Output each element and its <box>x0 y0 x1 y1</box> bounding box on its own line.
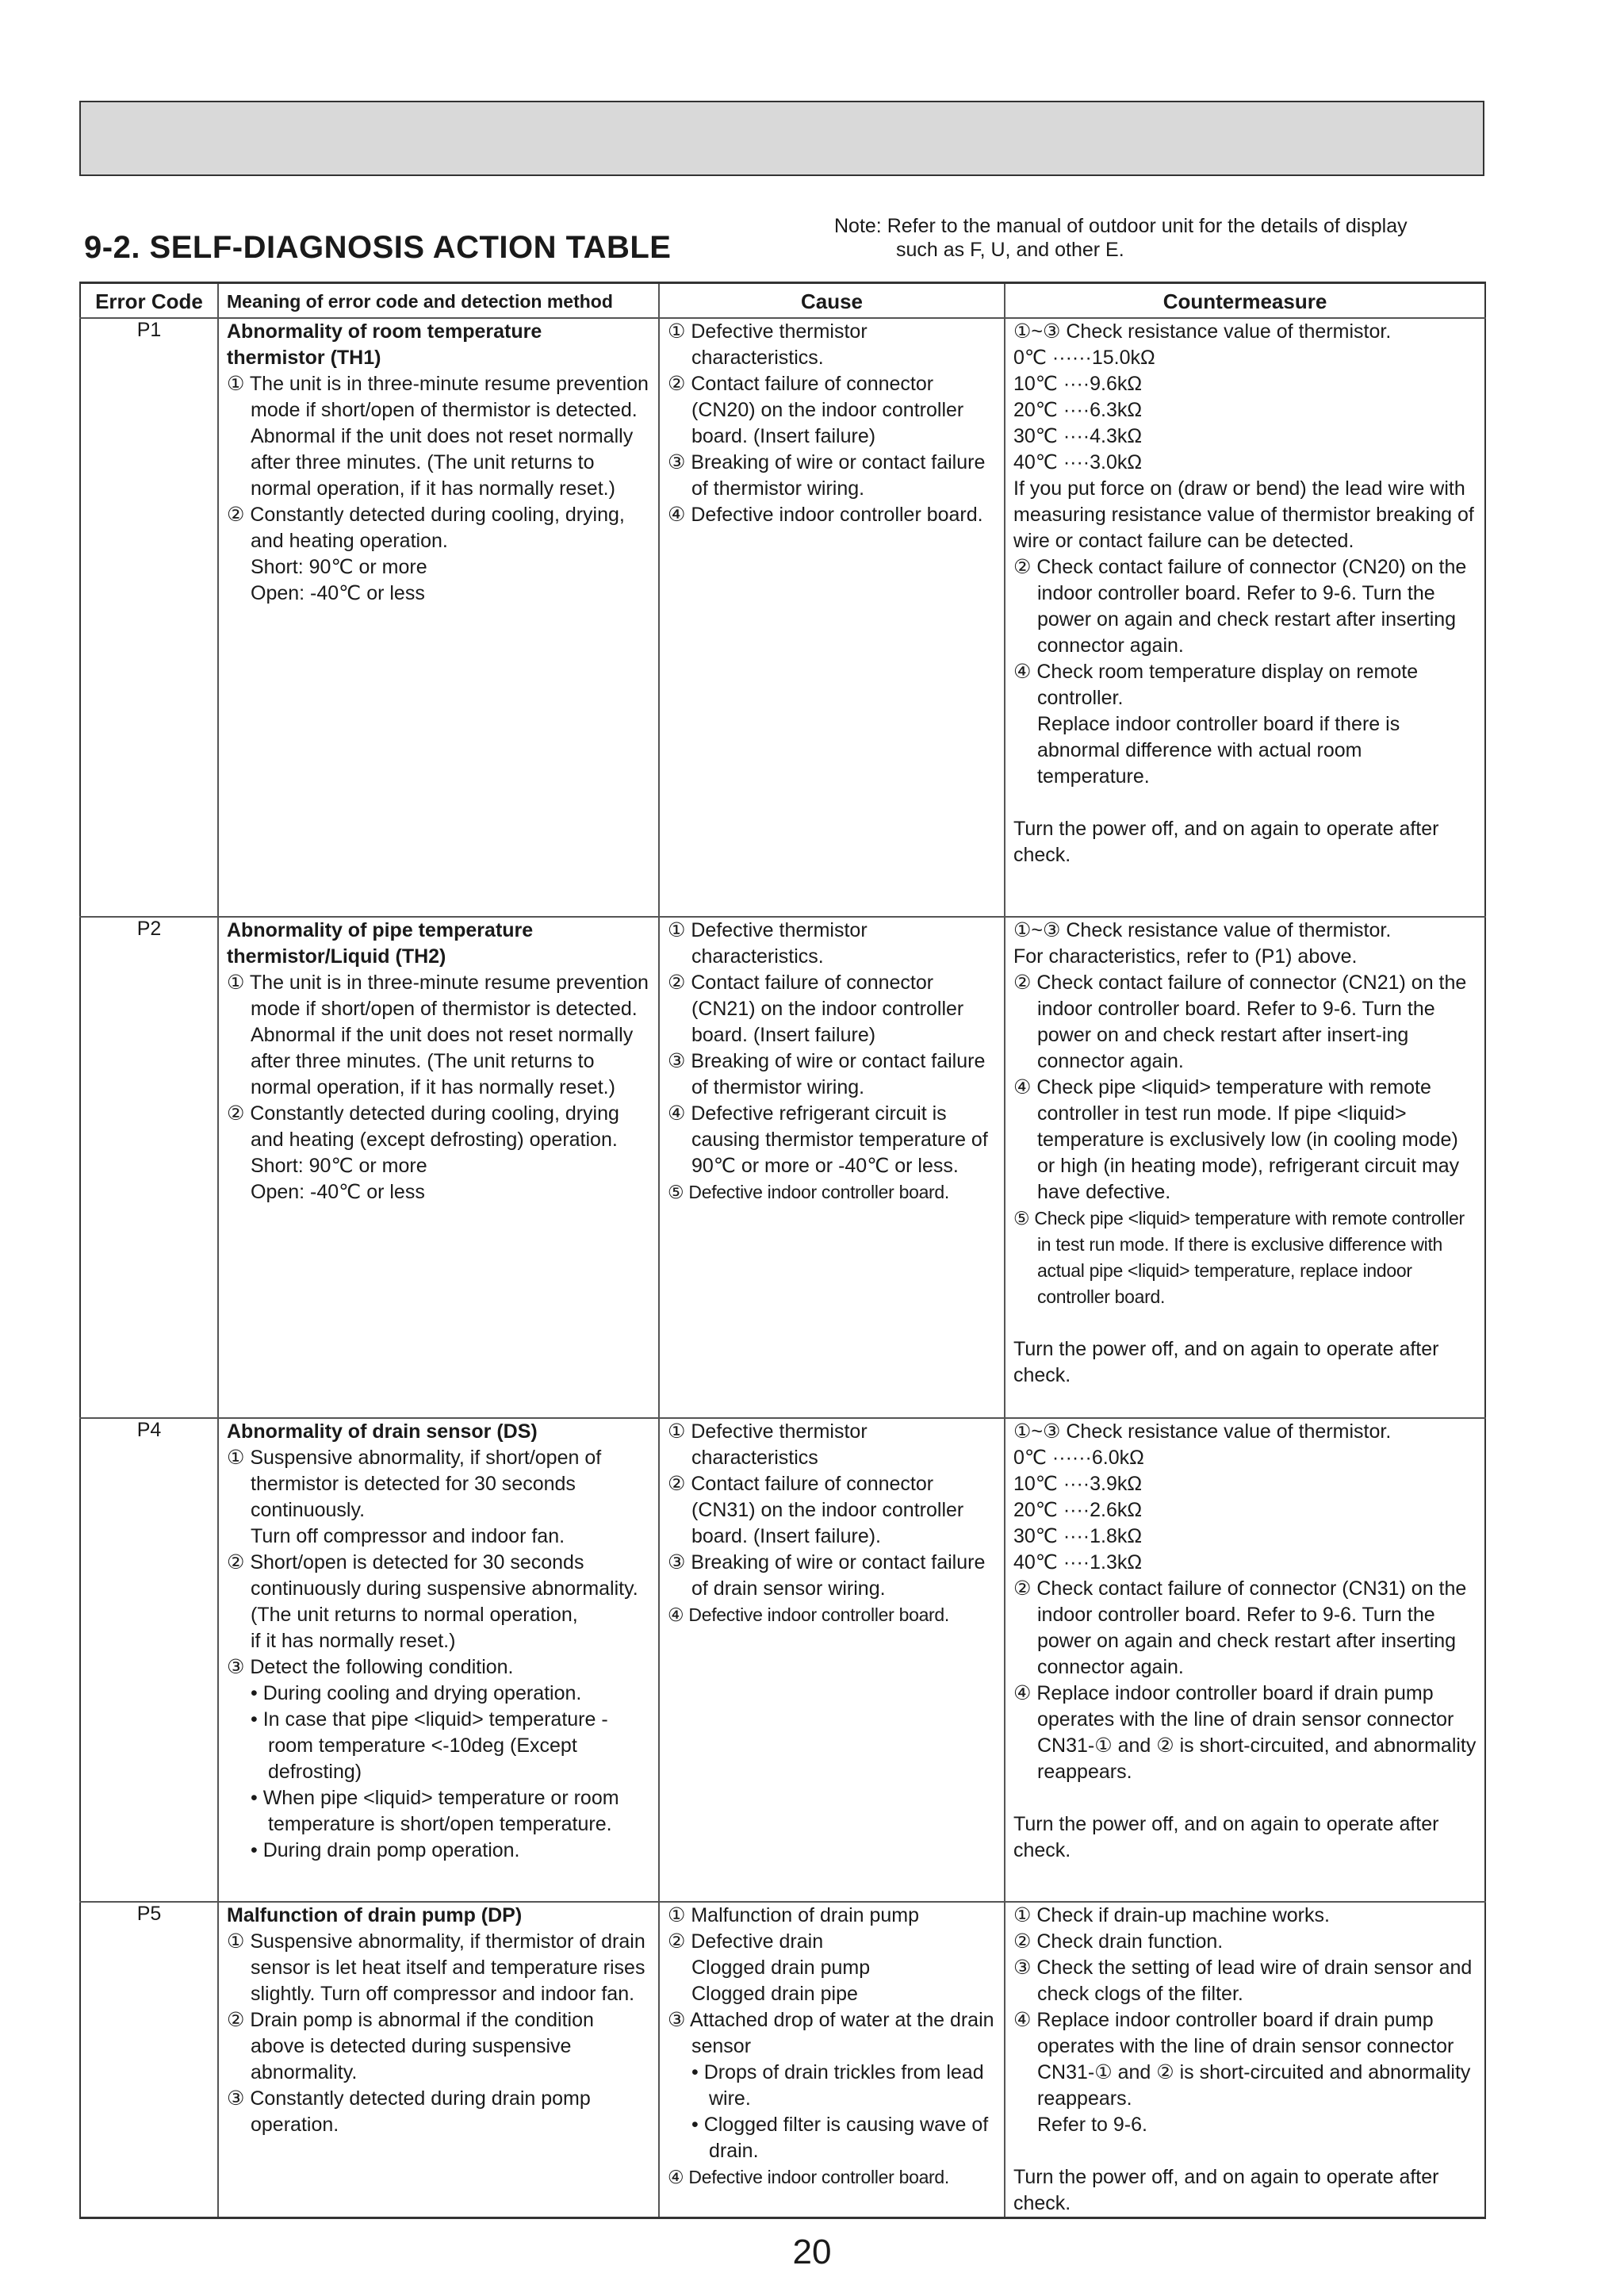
meaning-line: Short: 90℃ or more <box>251 1154 427 1177</box>
countermeasure-line: ④ Replace indoor controller board if drain pump operates with the line of drain sensor connector CN31-① and ② is short-circuited, and abnormality reappears. <box>1013 1681 1477 1783</box>
table-body <box>80 318 1485 2218</box>
meaning-line: • During drain pomp operation. <box>251 1838 520 1861</box>
countermeasure-line: ①~③ Check resistance value of thermistor. <box>1013 1420 1392 1443</box>
countermeasure-line: ⑤ Check pipe <liquid> temperature with remote controller in test run mode. If there is exclusive difference with actual pipe <liquid> temperature, replace indoor controller board. <box>1013 1207 1465 1307</box>
meaning-line: ② Drain pomp is abnormal if the condition above is detected during suspensive abnormality. <box>227 2008 594 2083</box>
cause-line: ② Contact failure of connector (CN21) on the indoor controller board. (Insert failure) <box>668 971 964 1046</box>
self-diagnosis-table <box>79 282 1486 2219</box>
table-row <box>80 1418 1485 1902</box>
countermeasure-line: Replace indoor controller board if there is abnormal difference with actual room temperature. <box>1037 712 1400 788</box>
meaning-cell <box>218 1418 659 1902</box>
meaning-cell <box>218 1902 659 2218</box>
note <box>834 214 1408 262</box>
cause-cell <box>659 917 1005 1418</box>
cause-line: ② Defective drain <box>668 1930 824 1953</box>
countermeasure-line: For characteristics, refer to (P1) above. <box>1013 945 1358 968</box>
meaning-line: • In case that pipe <liquid> temperature - room temperature <-10deg (Except defrosting) <box>251 1708 608 1783</box>
meaning-line: ① Suspensive abnormality, if thermistor of drain sensor is let heat itself and temperature rises slightly. Turn off compressor and indoor fan. <box>227 1930 645 2005</box>
meaning-line: ② Constantly detected during cooling, drying, and heating operation. <box>227 503 625 552</box>
meaning-line: Turn off compressor and indoor fan. <box>251 1524 565 1547</box>
countermeasure-line: ①~③ Check resistance value of thermistor. <box>1013 918 1392 941</box>
countermeasure-line: 30℃ ····1.8kΩ <box>1013 1524 1143 1547</box>
meaning-line: ③ Detect the following condition. <box>227 1655 514 1678</box>
countermeasure-line <box>1013 1785 1477 1811</box>
page-number: 20 <box>792 2233 832 2271</box>
countermeasure-line: 40℃ ····1.3kΩ <box>1013 1550 1143 1573</box>
countermeasure-line: ② Check drain function. <box>1013 1930 1224 1953</box>
cause-line: • Drops of drain trickles from lead wire. <box>691 2060 984 2110</box>
meaning-line: Open: -40℃ or less <box>251 581 425 604</box>
countermeasure-line: 0℃ ······6.0kΩ <box>1013 1446 1144 1469</box>
cause-cell <box>659 1418 1005 1902</box>
countermeasure-line <box>1013 1310 1477 1336</box>
cause-line: ① Malfunction of drain pump <box>668 1903 920 1926</box>
meaning-line: thermistor/Liquid (TH2) <box>227 945 446 968</box>
countermeasure-line: If you put force on (draw or bend) the lead wire with measuring resistance value of thermistor breaking of wire or contact failure can be detected. <box>1013 477 1474 552</box>
countermeasure-line: ③ Check the setting of lead wire of drain sensor and check clogs of the filter. <box>1013 1956 1473 2005</box>
header-band <box>79 101 1484 176</box>
countermeasure-line: Turn the power off, and on again to operate after check. <box>1013 817 1439 866</box>
countermeasure-line: ② Check contact failure of connector (CN20) on the indoor controller board. Refer to 9-6. Turn the power on again and check restart after inserting connector again. <box>1013 555 1467 657</box>
meaning-line: if it has normally reset.) <box>251 1629 456 1652</box>
meaning-line: • During cooling and drying operation. <box>251 1681 582 1704</box>
countermeasure-cell <box>1005 1902 1485 2218</box>
cause-line: ① Defective thermistor characteristics. <box>668 918 868 968</box>
meaning-line: • When pipe <liquid> temperature or room temperature is short/open temperature. <box>251 1786 619 1835</box>
cause-cell <box>659 1902 1005 2218</box>
cause-line: ① Defective thermistor characteristics <box>668 1420 868 1469</box>
error-code-cell: P1 <box>80 318 218 917</box>
countermeasure-line: ④ Check room temperature display on remote controller. <box>1013 660 1419 709</box>
countermeasure-line: Turn the power off, and on again to operate after check. <box>1013 2165 1439 2214</box>
countermeasure-line <box>1013 2138 1477 2164</box>
countermeasure-cell <box>1005 318 1485 917</box>
countermeasure-line: Refer to 9-6. <box>1037 2113 1147 2136</box>
countermeasure-line: Turn the power off, and on again to operate after check. <box>1013 1812 1439 1861</box>
note-line-2: such as F, U, and other E. <box>896 239 1124 261</box>
countermeasure-line: ② Check contact failure of connector (CN31) on the indoor controller board. Refer to 9-6. Turn the power on again and check restart after inserting connector again. <box>1013 1577 1467 1678</box>
header-error-code: Error Code <box>80 283 218 318</box>
countermeasure-line: 20℃ ····6.3kΩ <box>1013 398 1143 421</box>
meaning-line: (The unit returns to normal operation, <box>251 1603 578 1626</box>
meaning-line: ① The unit is in three-minute resume prevention mode if short/open of thermistor is detected. Abnormal if the unit does not reset normally after three minutes. (The unit returns to normal operation, if it has normally reset.) <box>227 372 649 500</box>
countermeasure-cell <box>1005 1418 1485 1902</box>
header-cause: Cause <box>659 283 1005 318</box>
cause-line: ② Contact failure of connector (CN31) on the indoor controller board. (Insert failure). <box>668 1472 964 1547</box>
cause-line: ④ Defective indoor controller board. <box>668 503 983 526</box>
cause-line: ④ Defective refrigerant circuit is causing thermistor temperature of 90℃ or more or -40℃ or less. <box>668 1102 988 1177</box>
meaning-line: Abnormality of pipe temperature <box>227 918 534 941</box>
countermeasure-line: 30℃ ····4.3kΩ <box>1013 424 1143 447</box>
meaning-line: ① Suspensive abnormality, if short/open of thermistor is detected for 30 seconds continuously. <box>227 1446 602 1521</box>
cause-line: Clogged drain pipe <box>691 1982 858 2005</box>
table-row <box>80 917 1485 1418</box>
cause-line: • Clogged filter is causing wave of drain. <box>691 2113 989 2162</box>
countermeasure-line: ①~③ Check resistance value of thermistor. <box>1013 320 1392 343</box>
countermeasure-line <box>1013 790 1477 816</box>
header-meaning: Meaning of error code and detection method <box>218 283 659 318</box>
meaning-cell <box>218 917 659 1418</box>
table-header-row <box>80 283 1485 318</box>
countermeasure-line: 20℃ ····2.6kΩ <box>1013 1498 1143 1521</box>
error-code-cell: P5 <box>80 1902 218 2218</box>
meaning-line: thermistor (TH1) <box>227 346 381 369</box>
meaning-line: Abnormality of drain sensor (DS) <box>227 1420 538 1443</box>
cause-line: ③ Breaking of wire or contact failure of thermistor wiring. <box>668 450 986 500</box>
countermeasure-line: ④ Replace indoor controller board if drain pump operates with the line of drain sensor connector CN31-① and ② is short-circuited and abnormality reappears. <box>1013 2008 1471 2110</box>
section-title: 9-2. SELF-DIAGNOSIS ACTION TABLE <box>84 230 672 265</box>
error-code-cell: P4 <box>80 1418 218 1902</box>
cause-line: ④ Defective indoor controller board. <box>668 1604 949 1625</box>
error-code-cell: P2 <box>80 917 218 1418</box>
header-countermeasure: Countermeasure <box>1005 283 1485 318</box>
cause-line: ③ Attached drop of water at the drain sensor <box>668 2008 994 2057</box>
meaning-line: Open: -40℃ or less <box>251 1180 425 1203</box>
cause-line: ④ Defective indoor controller board. <box>668 2166 949 2187</box>
meaning-line: Abnormality of room temperature <box>227 320 542 343</box>
cause-cell <box>659 318 1005 917</box>
countermeasure-line: 10℃ ····9.6kΩ <box>1013 372 1143 395</box>
meaning-line: ③ Constantly detected during drain pomp operation. <box>227 2087 591 2136</box>
cause-line: ② Contact failure of connector (CN20) on the indoor controller board. (Insert failure) <box>668 372 964 447</box>
countermeasure-line: ① Check if drain-up machine works. <box>1013 1903 1330 1926</box>
countermeasure-line: ② Check contact failure of connector (CN21) on the indoor controller board. Refer to 9-6. Turn the power on and check restart after insert-ing connector again. <box>1013 971 1467 1072</box>
meaning-line: ① The unit is in three-minute resume prevention mode if short/open of thermistor is detected. Abnormal if the unit does not reset normally after three minutes. (The unit returns to normal operation, if it has normally reset.) <box>227 971 649 1098</box>
meaning-line: Malfunction of drain pump (DP) <box>227 1903 523 1926</box>
cause-line: ⑤ Defective indoor controller board. <box>668 1181 949 1202</box>
countermeasure-line: Turn the power off, and on again to operate after check. <box>1013 1337 1439 1386</box>
countermeasure-line: 40℃ ····3.0kΩ <box>1013 450 1143 473</box>
countermeasure-cell <box>1005 917 1485 1418</box>
cause-line: ① Defective thermistor characteristics. <box>668 320 868 369</box>
countermeasure-line: 10℃ ····3.9kΩ <box>1013 1472 1143 1495</box>
meaning-cell <box>218 318 659 917</box>
cause-line: Clogged drain pump <box>691 1956 871 1979</box>
countermeasure-line: ④ Check pipe <liquid> temperature with remote controller in test run mode. If pipe <liquid> temperature is exclusively low (in cooling mode) or high (in heating mode), refrigerant circuit may have defective. <box>1013 1075 1460 1203</box>
table-row <box>80 1902 1485 2218</box>
meaning-line: ② Constantly detected during cooling, drying and heating (except defrosting) operation. <box>227 1102 619 1151</box>
note-line-1: Note: Refer to the manual of outdoor unit for the details of display <box>834 215 1408 237</box>
cause-line: ③ Breaking of wire or contact failure of drain sensor wiring. <box>668 1550 986 1600</box>
meaning-line: Short: 90℃ or more <box>251 555 427 578</box>
meaning-line: ② Short/open is detected for 30 seconds continuously during suspensive abnormality. <box>227 1550 638 1600</box>
cause-line: ③ Breaking of wire or contact failure of thermistor wiring. <box>668 1049 986 1098</box>
table-row <box>80 318 1485 917</box>
countermeasure-line: 0℃ ······15.0kΩ <box>1013 346 1155 369</box>
